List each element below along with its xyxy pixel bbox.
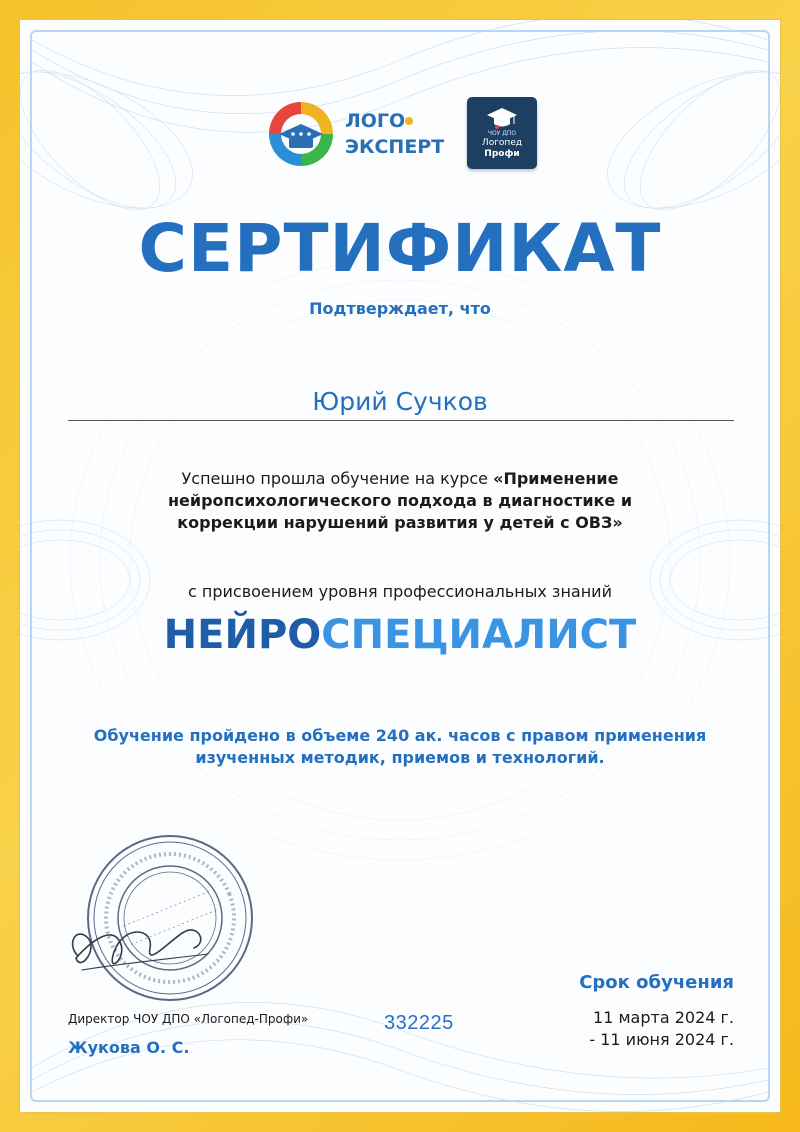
level-intro: с присвоением уровня профессиональных знаний bbox=[188, 582, 612, 601]
logo-expert-icon bbox=[265, 98, 337, 170]
level-part2: СПЕЦИАЛИСТ bbox=[321, 612, 637, 658]
logo-expert-line1: ЛОГО bbox=[345, 110, 406, 132]
director-signature bbox=[58, 886, 268, 996]
course-name: «Применение нейропсихологического подхода в диагностике и коррекции нарушений развития у детей с ОВЗ» bbox=[167, 469, 633, 532]
director-name: Жукова О. С. bbox=[68, 1038, 190, 1057]
certificate-sheet bbox=[20, 20, 780, 1112]
certificate-number: 332225 bbox=[384, 1012, 454, 1034]
course-text bbox=[120, 468, 680, 534]
hours-text: Обучение пройдено в объеме 240 ак. часов с правом применения изученных методик, приемов и технологий. bbox=[93, 726, 707, 767]
level-part1: НЕЙРО bbox=[163, 612, 322, 658]
level-title bbox=[20, 612, 780, 658]
logoped-profi-badge bbox=[467, 97, 537, 169]
term-to: - 11 июня 2024 г. bbox=[589, 1030, 734, 1049]
certificate-title: СЕРТИФИКАТ bbox=[138, 210, 662, 287]
recipient-name: Юрий Сучков bbox=[312, 387, 488, 416]
logo-expert-line2: ЭКСПЕРТ bbox=[345, 136, 445, 158]
graduation-cap-icon bbox=[485, 105, 519, 131]
term-title: Срок обучения bbox=[579, 972, 734, 993]
badge-line2: Логопед bbox=[481, 138, 523, 148]
term-from: 11 марта 2024 г. bbox=[593, 1008, 734, 1027]
badge-line1: ЧОУ ДПО bbox=[487, 130, 517, 137]
director-role: Директор ЧОУ ДПО «Логопед-Профи» bbox=[68, 1012, 309, 1026]
badge-line3: Профи bbox=[484, 149, 520, 159]
logo-expert bbox=[265, 98, 465, 188]
logo-dot-icon bbox=[405, 117, 413, 125]
confirms-text: Подтверждает, что bbox=[309, 299, 491, 318]
name-underline bbox=[68, 420, 734, 421]
course-intro: Успешно прошла обучение на курсе bbox=[181, 469, 489, 488]
